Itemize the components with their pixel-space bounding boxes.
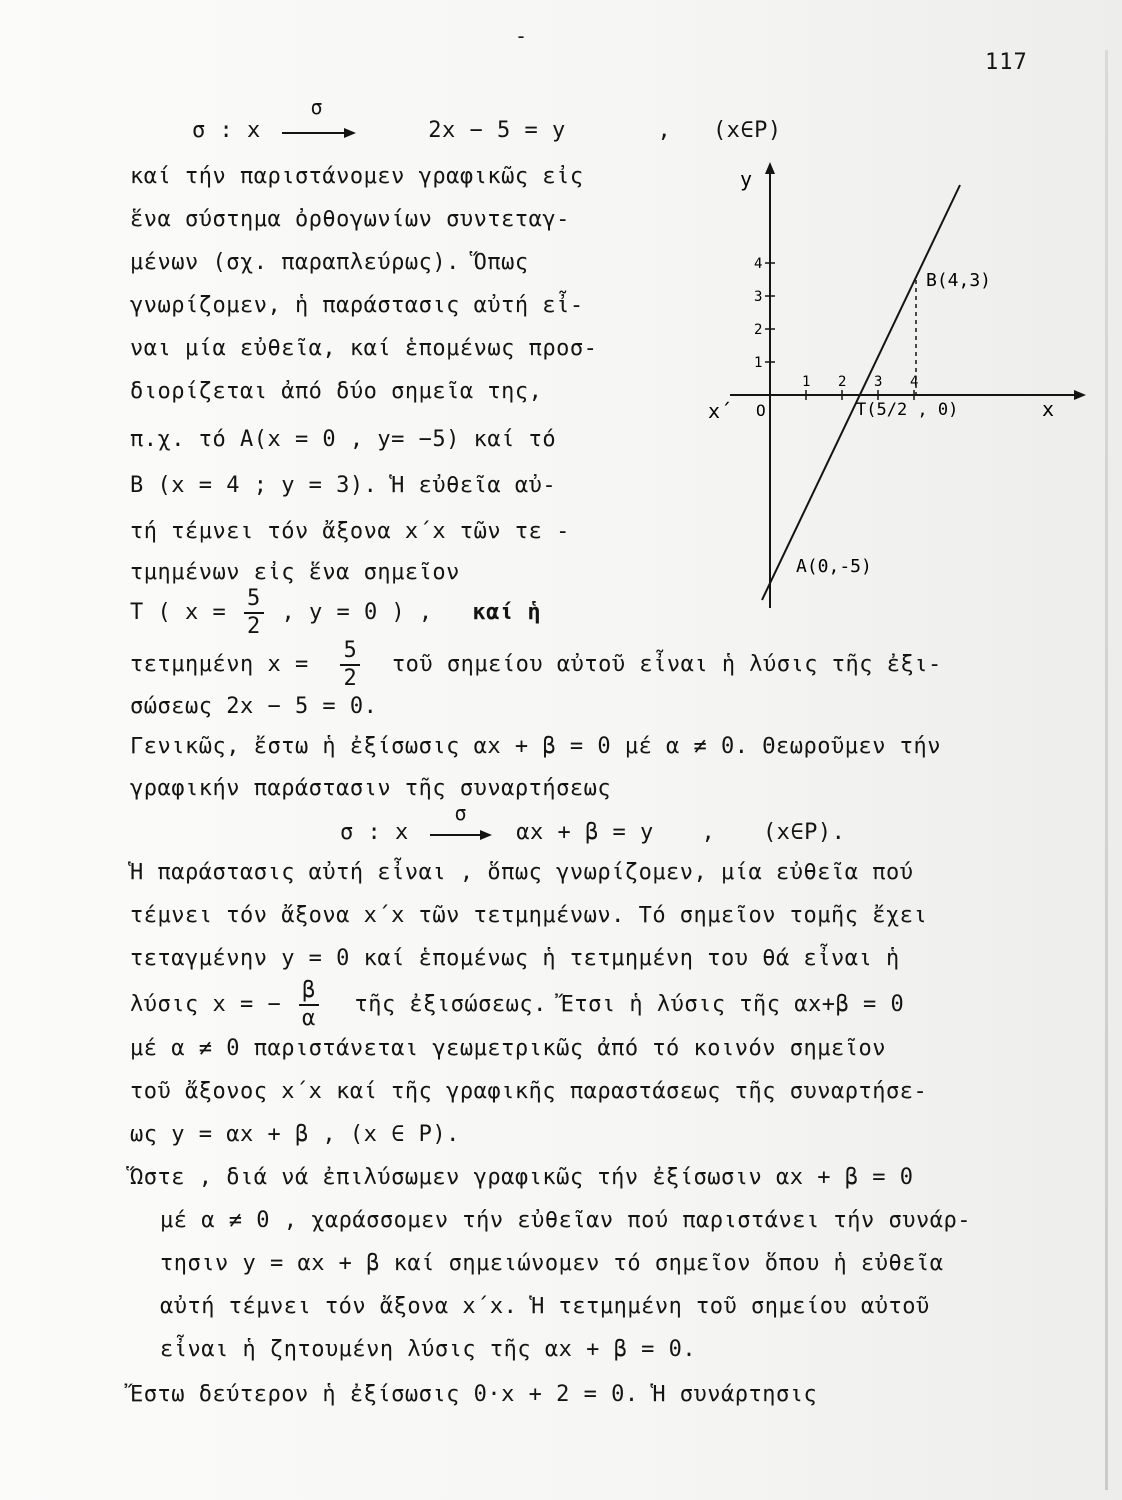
abscissa-post: τοῦ σημείου αὐτοῦ εἶναι ἡ λύσις τῆς ἐξι-: [391, 652, 942, 677]
formula-sep: ,: [701, 820, 716, 845]
formula-sep: ,: [657, 118, 672, 143]
formula-rule: 2x − 5 = y: [428, 118, 566, 143]
text-line: Ἡ παράστασις αὐτή εἶναι , ὅπως γνωρίζομεν, μία εὐθεῖα πού: [130, 860, 914, 885]
x-tick-label: 1: [802, 374, 811, 390]
text-line: τή τέμνει τόν ἄξονα x΄x τῶν τε -: [130, 519, 570, 544]
text-line: τμημένων εἰς ἕνα σημεῖον: [130, 560, 460, 585]
text-line: γνωρίζομεν, ἡ παράστασις αὐτή εἶ-: [130, 293, 584, 318]
page-edge-shadow: [1105, 50, 1108, 1490]
y-tick-label: 1: [754, 355, 763, 371]
text-line: τοῦ ἄξονος x΄x καί τῆς γραφικῆς παραστάσεως τῆς συναρτήσε-: [130, 1079, 928, 1104]
text-line: τησιν y = αx + β καί σημειώνομεν τό σημεῖον ὅπου ἡ εὐθεῖα: [160, 1251, 944, 1276]
formula-sigma-2x-5: [192, 95, 782, 143]
text-line: ἕνα σύστημα ὀρθογωνίων συντεταγ-: [130, 207, 570, 232]
text-line: Ἔστω δεύτερον ἡ ἐξίσωσις 0·x + 2 = 0. Ἡ συνάρτησις: [130, 1382, 818, 1407]
text-line: διορίζεται ἀπό δύο σημεῖα της,: [130, 379, 543, 404]
solution-pre: λύσις x = −: [130, 992, 282, 1017]
x-tick-label: 3: [874, 374, 883, 390]
x-axis-label: x: [1042, 397, 1055, 421]
point-t-post: , y = 0 ) ,: [281, 600, 433, 625]
page-number: 117: [985, 50, 1028, 75]
formula-domain: (x∈P): [712, 118, 782, 143]
formula-domain: (x∈P).: [762, 820, 846, 845]
solution-line: [130, 980, 904, 1030]
fraction-beta-alpha: [299, 980, 319, 1030]
fraction-numerator: 5: [340, 640, 360, 666]
abscissa-line: [130, 640, 942, 690]
fraction-numerator: 5: [244, 588, 264, 614]
text-line: μένων (σχ. παραπλεύρως). Ὅπως: [130, 250, 529, 275]
text-line: ναι μία εὐθεῖα, καί ἑπομένως προσ-: [130, 336, 598, 361]
formula-sigma-ax-b: [340, 801, 846, 845]
text-line: π.χ. τό A(x = 0 , y= −5) καί τό: [130, 427, 557, 452]
line-graph: [700, 160, 1100, 614]
point-b-label: B(4,3): [926, 270, 992, 291]
text-line: εἶναι ἡ ζητουμένη λύσις τῆς αx + β = 0.: [160, 1337, 697, 1362]
y-axis-arrowhead: [765, 162, 775, 174]
arrow-label: σ: [454, 801, 468, 825]
formula-map: σ : x: [340, 820, 409, 845]
y-ticks: [754, 256, 775, 371]
y-tick-label: 2: [754, 322, 763, 338]
text-line: γραφικήν παράστασιν τῆς συναρτήσεως: [130, 776, 612, 801]
point-a-label: A(0,-5): [796, 556, 872, 577]
point-t-pre: T ( x =: [130, 600, 227, 625]
formula-map: σ : x: [192, 118, 261, 143]
x-axis-neg-label: x΄: [708, 399, 733, 423]
mapping-arrow: [282, 95, 356, 141]
origin-label: O: [756, 401, 766, 420]
graph-svg: [700, 160, 1100, 610]
y-tick-label: 4: [754, 256, 763, 272]
text-line: καί τήν παριστάνομεν γραφικῶς εἰς: [130, 164, 584, 189]
y-axis-label: y: [740, 167, 753, 191]
x-axis-arrowhead: [1074, 390, 1086, 400]
text-line: B (x = 4 ; y = 3). Ἡ εὐθεῖα αὐ-: [130, 473, 557, 498]
point-t-label: T(5/2 , 0): [856, 400, 959, 420]
fraction-5-2: [244, 588, 264, 638]
arrow-label: σ: [310, 95, 324, 119]
formula-rule: αx + β = y: [516, 820, 654, 845]
fraction-denominator: α: [301, 1006, 316, 1031]
text-line: τέμνει τόν ἄξονα x΄x τῶν τετμημένων. Τό σημεῖον τομῆς ἔχει: [130, 903, 928, 928]
text-line: Γενικῶς, ἔστω ἡ ἐξίσωσις αx + β = 0 μέ α ≠ 0. Θεωροῦμεν τήν: [130, 734, 941, 759]
fraction-5-2: [340, 640, 360, 690]
fraction-numerator: β: [299, 980, 319, 1006]
text-line: αὐτή τέμνει τόν ἄξονα x΄x. Ἡ τετμημένη τοῦ σημείου αὐτοῦ: [160, 1294, 930, 1319]
text-line: τεταγμένην y = 0 καί ἑπομένως ἡ τετμημένη του θά εἶναι ἡ: [130, 946, 900, 971]
x-tick-label: 4: [910, 374, 919, 390]
mapping-arrow: [430, 801, 492, 843]
text-line: Ὥστε , διά νά ἐπιλύσωμεν γραφικῶς τήν ἐξίσωσιν αx + β = 0: [130, 1165, 914, 1190]
text-line: μέ α ≠ 0 παριστάνεται γεωμετρικῶς ἀπό τό κοινόν σημεῖον: [130, 1036, 886, 1061]
point-t-line: [130, 588, 541, 638]
x-tick-label: 2: [838, 374, 847, 390]
text-line: μέ α ≠ 0 , χαράσσομεν τήν εὐθεῖαν πού παριστάνει τήν συνάρ-: [160, 1208, 971, 1233]
abscissa-pre: τετμημένη x =: [130, 652, 309, 677]
fraction-denominator: 2: [246, 614, 261, 639]
fraction-denominator: 2: [343, 666, 358, 691]
point-t-tail: καί ἡ: [472, 600, 542, 625]
solution-post: τῆς ἐξισώσεως. Ἔτσι ἡ λύσις τῆς αx+β = 0: [354, 992, 905, 1017]
graph-line: [762, 185, 960, 600]
text-line: ως y = αx + β , (x ∈ P).: [130, 1122, 460, 1147]
equation-line: σώσεως 2x − 5 = 0.: [130, 694, 378, 719]
top-mark: -: [515, 24, 528, 48]
y-tick-label: 3: [754, 289, 763, 305]
